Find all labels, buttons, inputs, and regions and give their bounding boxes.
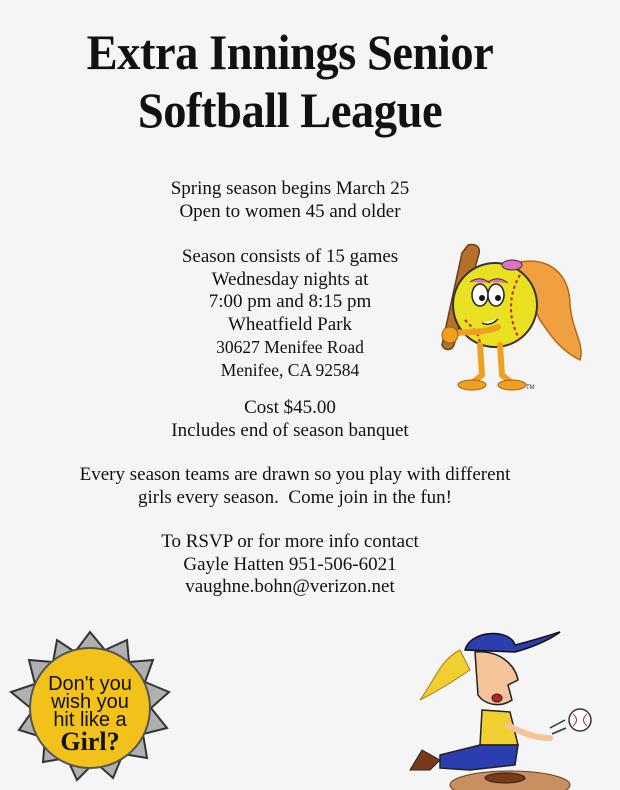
teams-line-2: girls every season. Come join in the fun!: [138, 486, 452, 508]
schedule-info: [150, 246, 430, 381]
softball-batter-illustration: [420, 235, 600, 395]
game-times: 7:00 pm and 8:15 pm: [208, 291, 372, 312]
softball-pitcher-illustration: [400, 620, 615, 790]
badge-line-4: Girl?: [60, 727, 120, 756]
badge-line-3: hit like a: [53, 709, 127, 731]
season-eligibility: Open to women 45 and older: [179, 200, 401, 222]
badge-line-1: Don't you: [48, 673, 132, 695]
badge-line-2: wish you: [51, 691, 129, 713]
season-start: Spring season begins March 25: [170, 178, 410, 199]
venue-city: Menifee, CA 92584: [220, 359, 360, 380]
season-info: [150, 178, 430, 223]
cost-includes: Includes end of season banquet: [171, 419, 409, 441]
contact-email: vaughne.bohn@verizon.net: [185, 576, 395, 597]
games-count: Season consists of 15 games: [181, 246, 399, 267]
trademark: TM: [526, 385, 535, 391]
contact-name-phone: Gayle Hatten 951-506-6021: [183, 553, 397, 575]
teams-line-1: Every season teams are drawn so you play with different: [79, 464, 511, 485]
cost-info: [150, 397, 430, 442]
title-line-2: Softball League: [137, 82, 443, 138]
contact-intro: To RSVP or for more info contact: [161, 531, 419, 552]
cost-price: Cost $45.00: [244, 397, 336, 418]
game-nights: Wednesday nights at: [211, 268, 369, 290]
hit-like-a-girl-badge: [5, 630, 175, 790]
title-line-1: Extra Innings Senior: [86, 24, 494, 80]
contact-info: [140, 531, 440, 599]
venue-street: 30627 Menifee Road: [216, 337, 364, 357]
teams-info: [40, 464, 550, 509]
venue-name: Wheatfield Park: [228, 313, 352, 335]
